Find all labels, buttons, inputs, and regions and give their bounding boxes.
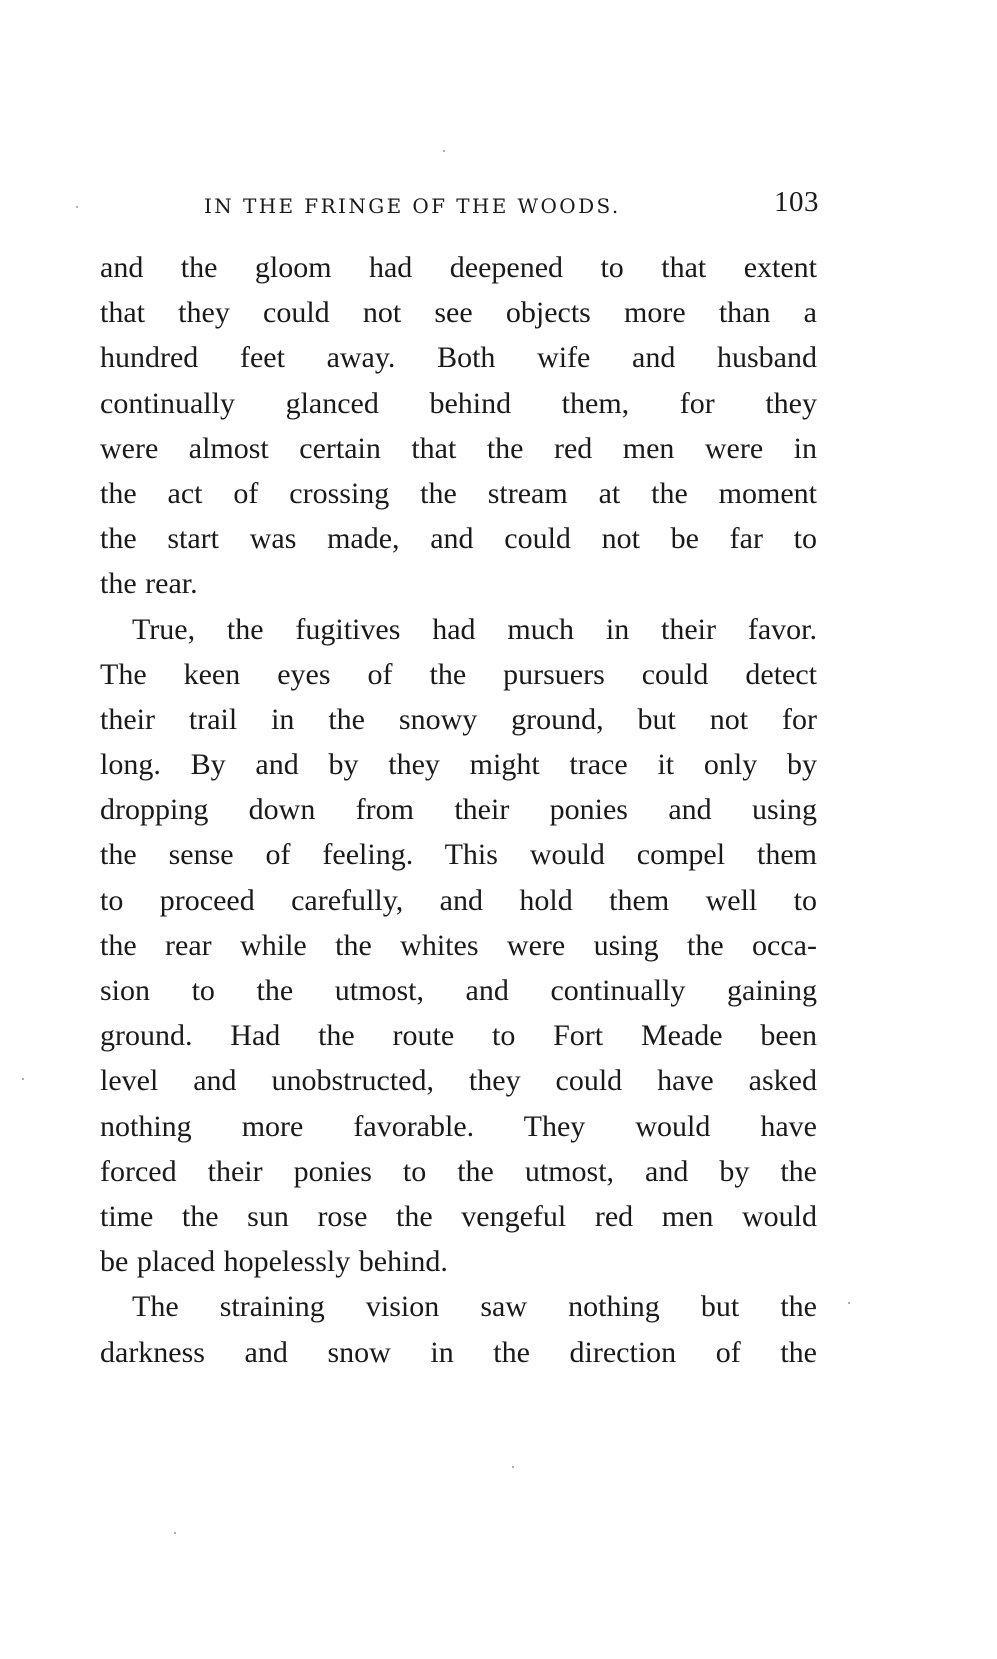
paper-speck [443,150,445,152]
text-line: nothing more favorable. They would have [100,1109,817,1143]
text-line: continually glanced behind them, for they [100,386,817,420]
text-line: to proceed carefully, and hold them well to [100,883,817,917]
text-line: the start was made, and could not be far to [100,522,817,556]
text-line: the rear while the whites were using the occa- [100,928,817,962]
text-line: the sense of feeling. This would compel them [100,838,817,872]
text-line: hundred feet away. Both wife and husband [100,341,817,375]
text-line: time the sun rose the vengeful red men would [100,1199,817,1233]
text-line: were almost certain that the red men were in [100,431,817,465]
text-line: ground. Had the route to Fort Meade been [100,1019,817,1053]
text-line: forced their ponies to the utmost, and by the [100,1154,817,1188]
text-line: True, the fugitives had much in their favor. [132,612,817,646]
text-line: darkness and snow in the direction of the [100,1335,817,1369]
paragraph [100,245,817,607]
text-line: the rear. [100,567,198,601]
text-line: level and unobstructed, they could have asked [100,1064,817,1098]
text-line: be placed hopelessly behind. [100,1245,448,1279]
running-header [204,186,819,226]
text-line: their trail in the snowy ground, but not for [100,702,817,736]
page-number: 103 [774,186,819,218]
text-line: sion to the utmost, and continually gaining [100,974,817,1007]
paper-speck [512,1466,514,1468]
text-line: and the gloom had deepened to that extent [100,251,817,284]
paper-speck [174,1532,176,1534]
text-line: the act of crossing the stream at the moment [100,476,817,510]
text-line: dropping down from their ponies and using [100,793,817,827]
running-title: IN THE FRINGE OF THE WOODS. [204,194,621,218]
paper-speck [22,1078,24,1080]
paper-speck [848,1302,850,1304]
paragraph [100,607,817,1285]
text-line: The keen eyes of the pursuers could detect [100,657,817,691]
text-line: that they could not see objects more than a [100,296,817,330]
paragraph [100,1284,817,1374]
body-text [100,245,817,1375]
text-line: long. By and by they might trace it only by [100,748,817,782]
text-line: The straining vision saw nothing but the [132,1290,817,1324]
paper-speck [76,206,78,208]
